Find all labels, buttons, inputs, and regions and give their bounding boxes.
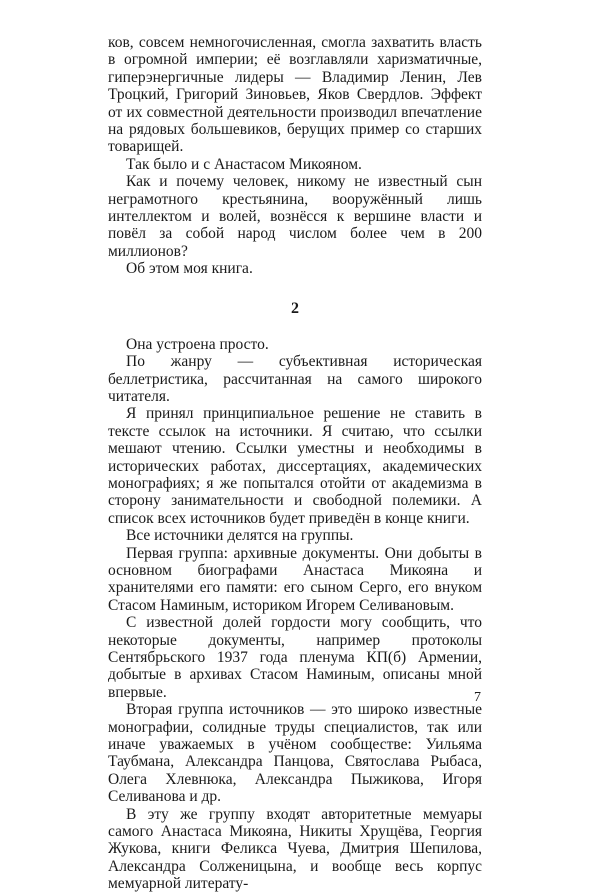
paragraph: С известной долей гордости могу сообщить, что некоторые документы, например протоколы Сентябрьского 1937 года пленума КП(б) Армении, добытые в архивах Стасом Наминым, описаны мной впервые.	[108, 614, 482, 701]
paragraph: Она устроена просто.	[126, 335, 269, 353]
paragraph: По жанру — субъективная историческая беллетристика, рассчитанная на самого широкого читателя.	[108, 353, 482, 405]
paragraph: Об этом моя книга.	[126, 260, 253, 278]
paragraph: Все источники делятся на группы.	[126, 527, 354, 545]
paragraph: В эту же группу входят авторитетные мемуары самого Анастаса Микояна, Никиты Хрущёва, Георгия Жукова, книги Феликса Чуева, Дмитрия Шепилова, Александра Солженицына, и вообще весь корпус мемуарной литерату-	[108, 805, 482, 893]
paragraph: Вторая группа источников — это широко известные монографии, солидные труды специалистов, так или иначе уважаемых в учёном сообществе: Уильяма Таубмана, Александра Панцова, Святослава Рыбаса, Олега Хлевнюка, Александра Пыжикова, Игоря Селиванова и др.	[108, 701, 482, 806]
page-body	[108, 34, 482, 893]
paragraph: Первая группа: архивные документы. Они добыты в основном биографами Анастаса Микояна и хранителями его памяти: его сыном Серго, его внуком Стасом Наминым, историком Игорем Селивановым.	[108, 544, 482, 614]
page-number: 7	[474, 690, 481, 705]
paragraph: Как и почему человек, никому не известный сын неграмотного крестьянина, вооружённый лишь интеллектом и волей, вознёсся к вершине власти и повёл за собой народ числом более чем в 200 миллионов?	[108, 173, 482, 260]
paragraph: Я принял принципиальное решение не ставить в тексте ссылок на источники. Я считаю, что ссылки мешают чтению. Ссылки уместны и необходимы в исторических работах, диссертациях, академических монографиях; я же попытался отойти от академизма в сторону занимательности и свободной полемики. А список всех источников будет приведён в конце книги.	[108, 405, 482, 527]
paragraph: ков, совсем немногочисленная, смогла захватить власть в огромной империи; её возглавляли харизматичные, гиперэнергичные лидеры — Владимир Ленин, Лев Троцкий, Григорий Зиновьев, Яков Свердлов. Эффект от их совместной деятельности производил впечатление на рядовых большевиков, берущих пример со старших товарищей.	[108, 34, 482, 156]
paragraph: Так было и с Анастасом Микояном.	[126, 155, 362, 173]
chapter-number: 2	[291, 299, 299, 317]
